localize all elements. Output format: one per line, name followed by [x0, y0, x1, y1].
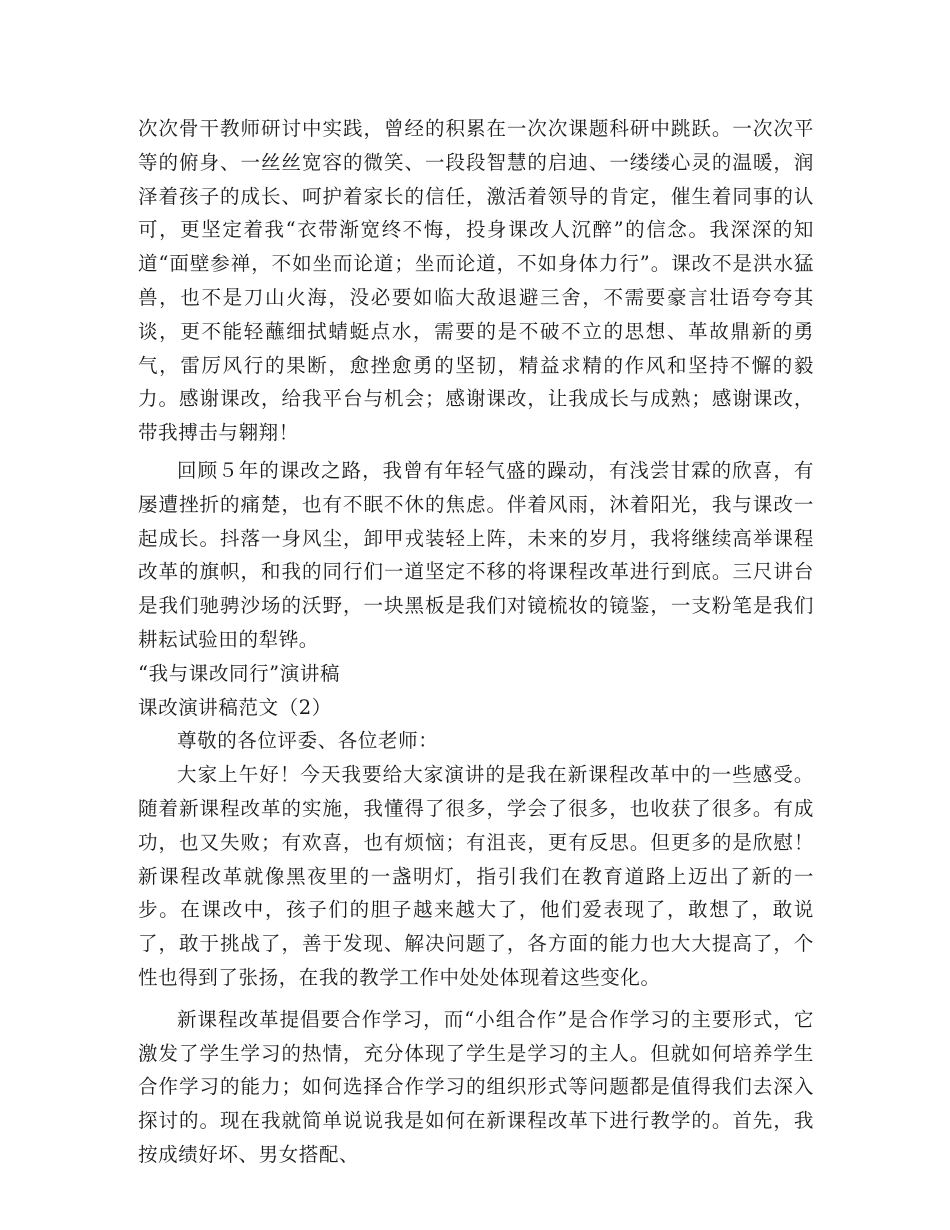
document-page	[138, 112, 814, 1172]
paragraph-greeting: 大家上午好！今天我要给大家演讲的是我在新课程改革中的一些感受。随着新课程改革的实施，我懂得了很多，学会了很多，也收获了很多。有成功，也又失败；有欢喜，也有烦恼；有沮丧，更有反思。但更多的是欣慰！新课程改革就像黑夜里的一盏明灯，指引我们在教育道路上迈出了新的一步。在课改中，孩子们的胆子越来越大了，他们爱表现了，敢想了，敢说了，敢于挑战了，善于发现、解决问题了，各方面的能力也大大提高了，个性也得到了张扬，在我的教学工作中处处体现着这些变化。	[138, 763, 814, 989]
section-heading: 课改演讲稿范文（2）	[138, 695, 332, 719]
salutation: 尊敬的各位评委、各位老师：	[177, 729, 439, 753]
paragraph-cooperative-learning: 新课程改革提倡要合作学习，而“小组合作”是合作学习的主要形式，它激发了学生学习的热情，充分体现了学生是学习的主人。但就如何培养学生合作学习的能力；如何选择合作学习的组织形式等问题都是值得我们去深入探讨的。现在我就简单说说我是如何在新课程改革下进行教学的。首先，我按成绩好坏、男女搭配、	[138, 1007, 814, 1166]
speech-title: “我与课改同行”演讲稿	[138, 661, 341, 685]
paragraph-continuation: 次次骨干教师研讨中实践，曾经的积累在一次次课题科研中跳跃。一次次平等的俯身、一丝丝宽容的微笑、一段段智慧的启迪、一缕缕心灵的温暖，润泽着孩子的成长、呵护着家长的信任，激活着领导的肯定，催生着同事的认可，更坚定着我“衣带渐宽终不悔，投身课改人沉醉”的信念。我深深的知道“面壁参禅，不如坐而论道；坐而论道，不如身体力行”。课改不是洪水猛兽，也不是刀山火海，没必要如临大敌退避三舍，不需要豪言壮语夸夸其谈，更不能轻蘸细拭蜻蜓点水，需要的是不破不立的思想、革故鼎新的勇气，雷厉风行的果断，愈挫愈勇的坚韧，精益求精的作风和坚持不懈的毅力。感谢课改，给我平台与机会；感谢课改，让我成长与成熟；感谢课改，带我搏击与翱翔！	[138, 117, 814, 445]
paragraph-review: 回顾５年的课改之路，我曾有年轻气盛的躁动，有浅尝甘霖的欣喜，有屡遭挫折的痛楚，也有不眠不休的焦虑。伴着风雨，沐着阳光，我与课改一起成长。抖落一身风尘，卸甲戎装轻上阵，未来的岁月，我将继续高举课程改革的旗帜，和我的同行们一道坚定不移的将课程改革进行到底。三尺讲台是我们驰骋沙场的沃野，一块黑板是我们对镜梳妆的镜鉴，一支粉笔是我们耕耘试验田的犁铧。	[138, 458, 814, 651]
